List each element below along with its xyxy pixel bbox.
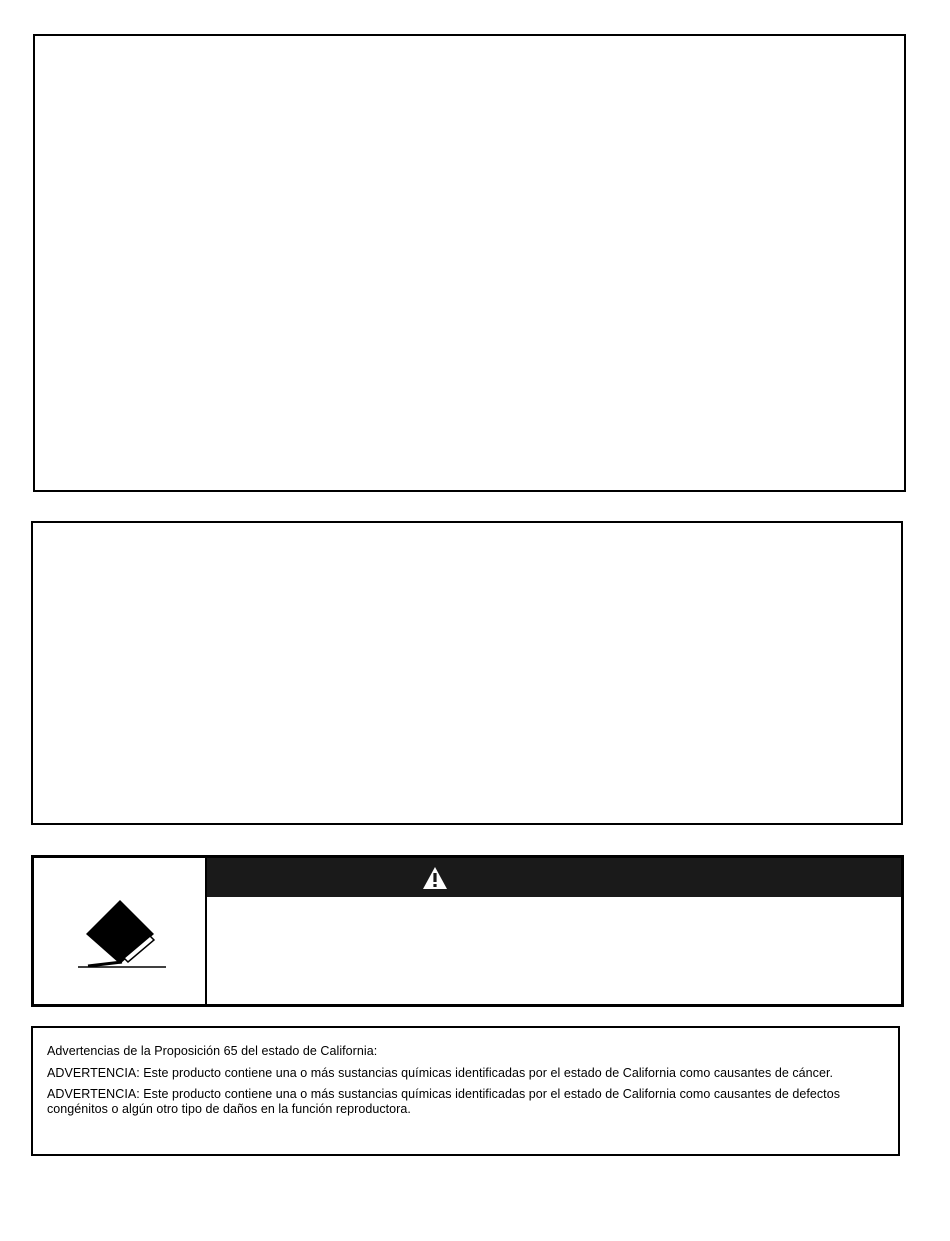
prop65-heading: Advertencias de la Proposición 65 del estado de California: <box>47 1044 378 1058</box>
tip-over-icon-cell <box>34 858 207 1004</box>
warning-body <box>207 897 901 1004</box>
tip-over-warning-panel <box>31 855 904 1007</box>
warning-header-band <box>207 858 901 897</box>
safety-instructions-box <box>31 521 903 825</box>
appliance-tip-over-icon <box>74 896 166 972</box>
prop65-warning-box <box>31 1026 900 1156</box>
prop65-cancer-warning: ADVERTENCIA: Este producto contiene una o más sustancias químicas identificadas por el estado de California como causantes de cáncer. <box>47 1065 834 1080</box>
warning-triangle-icon <box>422 866 448 890</box>
safety-information-box <box>33 34 906 492</box>
prop65-reproductive-warning: ADVERTENCIA: Este producto contiene una o más sustancias químicas identificadas por el estado de California como causantes de defectos congénitos o algún otro tipo de daños en la función reproductora. <box>47 1087 841 1116</box>
